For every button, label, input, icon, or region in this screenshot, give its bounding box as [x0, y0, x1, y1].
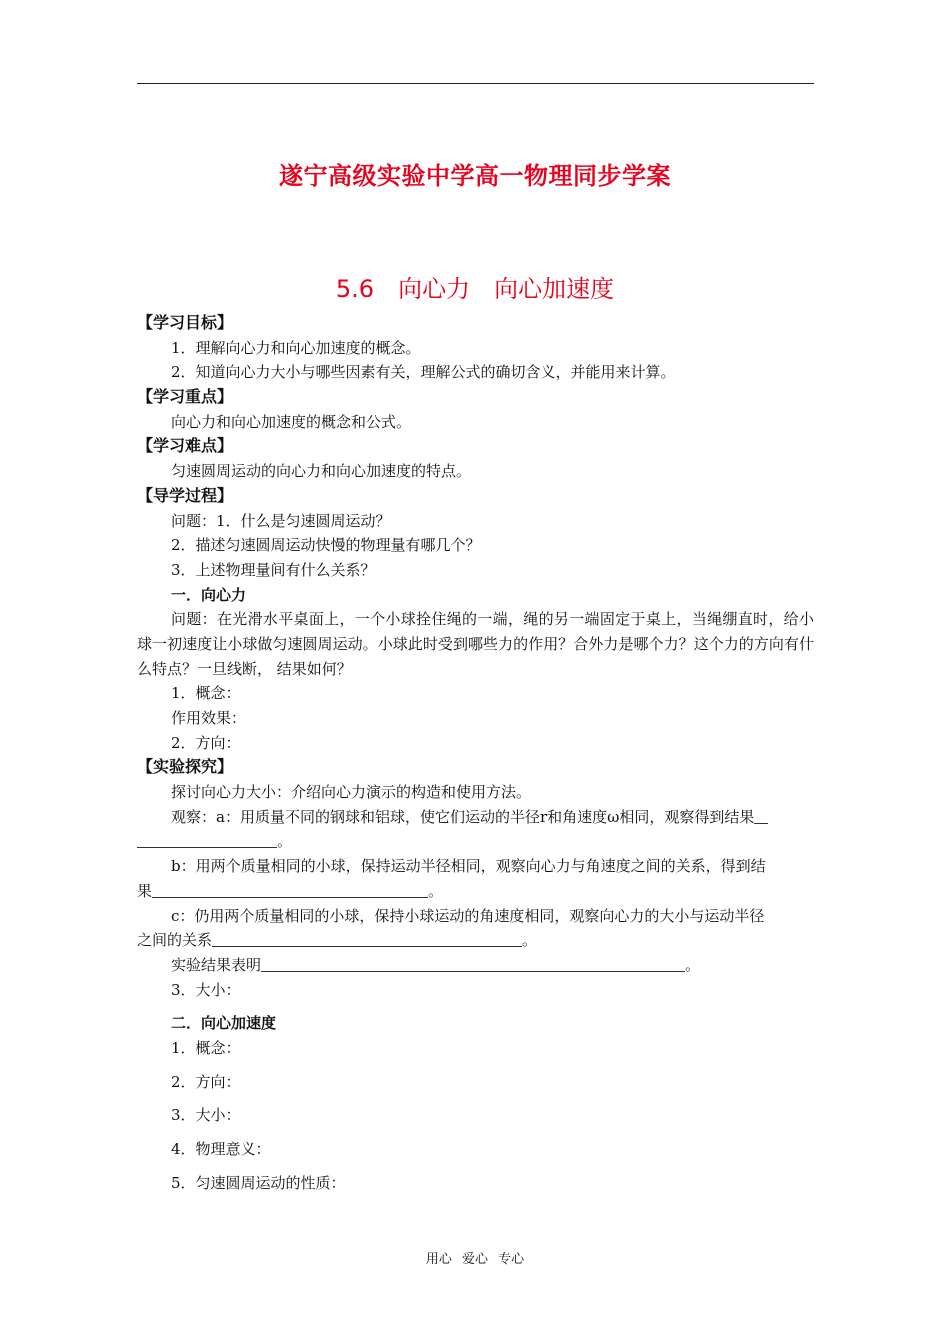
- answer-blank[interactable]: [152, 882, 428, 898]
- lesson-title: 5.6 向心力 向心加速度: [335, 275, 615, 303]
- experiment-c-text: 之间的关系: [137, 931, 213, 950]
- part2-item: 4．物理意义：: [171, 1140, 271, 1159]
- document-body: [137, 311, 814, 1195]
- question-item: 2．描述匀速圆周运动快慢的物理量有哪几个？: [171, 536, 481, 555]
- part2-heading: 二．向心加速度: [171, 1014, 277, 1033]
- experiment-heading: 【实验探究】: [137, 757, 234, 777]
- experiment-c: c：仍用两个质量相同的小球，保持小球运动的角速度相同，观察向心力的大小与运动半径: [171, 906, 765, 925]
- difficulty-text: 匀速圆周运动的向心力和向心加速度的特点。: [171, 462, 472, 481]
- experiment-a-text: 观察：a：用质量不同的钢球和铝球，使它们运动的半径r和角速度ω相同，观察得到结果: [171, 807, 755, 826]
- answer-blank[interactable]: [754, 808, 768, 824]
- experiment-intro: 探讨向心力大小：介绍向心力演示的构造和使用方法。: [171, 783, 532, 802]
- header-rule: [137, 83, 814, 84]
- part1-heading: 一．向心力: [171, 585, 247, 604]
- experiment-a-cont: [137, 829, 814, 854]
- part2-item: 5．匀速圆周运动的性质：: [171, 1173, 346, 1192]
- question-item: 3．上述物理量间有什么关系？: [171, 560, 376, 579]
- part1-item: 作用效果：: [171, 709, 247, 728]
- part2-item: 1．概念：: [171, 1038, 241, 1057]
- part2-item: 2．方向：: [171, 1072, 241, 1091]
- answer-blank[interactable]: [261, 956, 685, 972]
- part1-problem: 问题：在光滑水平桌面上，一个小球拴住绳的一端，绳的另一端固定于桌上，当绳绷直时，给小球一初速度让小球做匀速圆周运动。小球此时受到哪些力的作用？合外力是哪个力？这个力的方向有什么特点？一旦线断， 结果如何？: [137, 610, 814, 678]
- goal-item: 2．知道向心力大小与哪些因素有关，理解公式的确切含义，并能用来计算。: [171, 363, 676, 382]
- part1-item: 2．方向：: [171, 733, 241, 752]
- period: 。: [522, 931, 538, 950]
- experiment-result-text: 实验结果表明: [171, 955, 262, 974]
- experiment-result: [137, 953, 814, 978]
- document-title: 遂宁高级实验中学高一物理同步学案: [279, 162, 671, 190]
- process-heading: 【导学过程】: [137, 485, 234, 505]
- experiment-b-text: 果: [137, 881, 153, 900]
- experiment-a: [137, 805, 814, 830]
- page-footer: 用心 爱心 专心: [425, 1252, 525, 1267]
- experiment-b-cont: [137, 879, 814, 904]
- part1-item: 1．概念：: [171, 684, 241, 703]
- question-item: 问题：1．什么是匀速圆周运动？: [171, 511, 391, 530]
- key-heading: 【学习重点】: [137, 387, 234, 407]
- experiment-c-cont: [137, 928, 814, 953]
- goal-item: 1．理解向心力和向心加速度的概念。: [171, 338, 421, 357]
- period: 。: [277, 832, 293, 851]
- answer-blank[interactable]: [137, 832, 277, 848]
- period: 。: [685, 955, 701, 974]
- answer-blank[interactable]: [212, 931, 522, 947]
- size-item: 3．大小：: [171, 980, 241, 999]
- part2-item: 3．大小：: [171, 1106, 241, 1125]
- experiment-b: b：用两个质量相同的小球，保持运动半径相同，观察向心力与角速度之间的关系，得到结: [171, 857, 766, 876]
- goals-heading: 【学习目标】: [137, 313, 234, 332]
- key-text: 向心力和向心加速度的概念和公式。: [171, 412, 412, 431]
- period: 。: [428, 881, 444, 900]
- difficulty-heading: 【学习难点】: [137, 436, 234, 456]
